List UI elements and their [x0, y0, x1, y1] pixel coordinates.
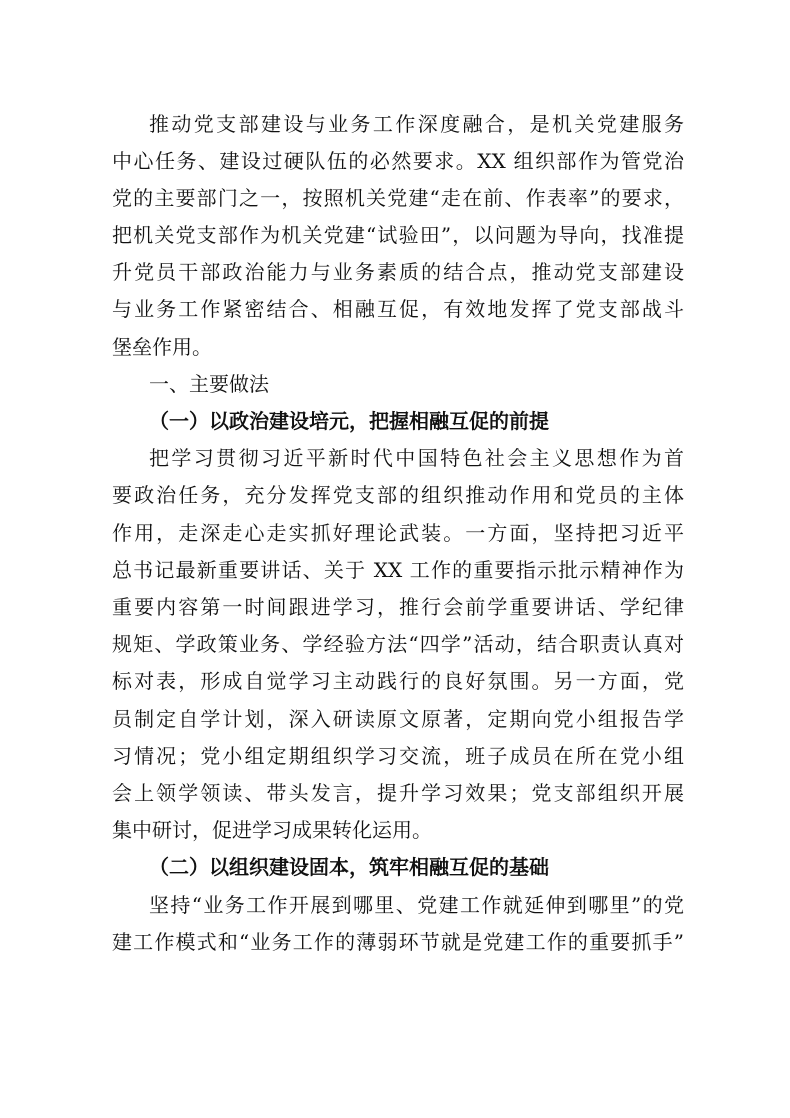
paragraph-3-line-1: 坚持“业务工作开展到哪里、党建工作就延伸到哪里”的党	[149, 893, 684, 917]
subheading-1: （一）以政治建设培元，把握相融互促的前提	[149, 409, 549, 433]
paragraph-2-line-10: 会上领学领读、带头发言，提升学习效果；党支部组织开展	[112, 781, 684, 805]
paragraph-1-line-5: 升党员干部政治能力与业务素质的结合点，推动党支部建设	[112, 260, 684, 284]
paragraph-1-line-1: 推动党支部建设与业务工作深度融合，是机关党建服务	[149, 112, 684, 136]
paragraph-1-line-7: 堡垒作用。	[112, 335, 212, 359]
paragraph-1-line-3: 党的主要部门之一，按照机关党建“走在前、作表率”的要求，	[112, 186, 684, 210]
paragraph-2-line-6: 规矩、学政策业务、学经验方法“四学”活动，结合职责认真对	[112, 632, 684, 656]
section-heading: 一、主要做法	[149, 372, 269, 396]
paragraph-1-line-2: 中心任务、建设过硬队伍的必然要求。XX 组织部作为管党治	[112, 149, 684, 173]
paragraph-2-line-3: 作用，走深走心走实抓好理论武装。一方面，坚持把习近平	[112, 521, 684, 545]
paragraph-2-line-9: 习情况；党小组定期组织学习交流，班子成员在所在党小组	[112, 744, 684, 768]
paragraph-2-line-8: 员制定自学计划，深入研读原文原著，定期向党小组报告学	[112, 707, 684, 731]
paragraph-2-line-2: 要政治任务，充分发挥党支部的组织推动作用和党员的主体	[112, 483, 684, 507]
paragraph-2-line-7: 标对表，形成自觉学习主动践行的良好氛围。另一方面，党	[112, 669, 684, 693]
paragraph-1-line-4: 把机关党支部作为机关党建“试验田”，以问题为导向，找准提	[112, 223, 684, 247]
paragraph-2-line-11: 集中研讨，促进学习成果转化运用。	[112, 818, 432, 842]
paragraph-2-line-5: 重要内容第一时间跟进学习，推行会前学重要讲话、学纪律	[112, 595, 684, 619]
paragraph-1-line-6: 与业务工作紧密结合、相融互促，有效地发挥了党支部战斗	[112, 297, 684, 321]
subheading-2: （二）以组织建设固本，筑牢相融互促的基础	[149, 855, 549, 879]
paragraph-3-line-2: 建工作模式和“业务工作的薄弱环节就是党建工作的重要抓手”	[112, 930, 684, 954]
paragraph-2-line-4: 总书记最新重要讲话、关于 XX 工作的重要指示批示精神作为	[112, 558, 684, 582]
paragraph-2-line-1: 把学习贯彻习近平新时代中国特色社会主义思想作为首	[149, 446, 684, 470]
